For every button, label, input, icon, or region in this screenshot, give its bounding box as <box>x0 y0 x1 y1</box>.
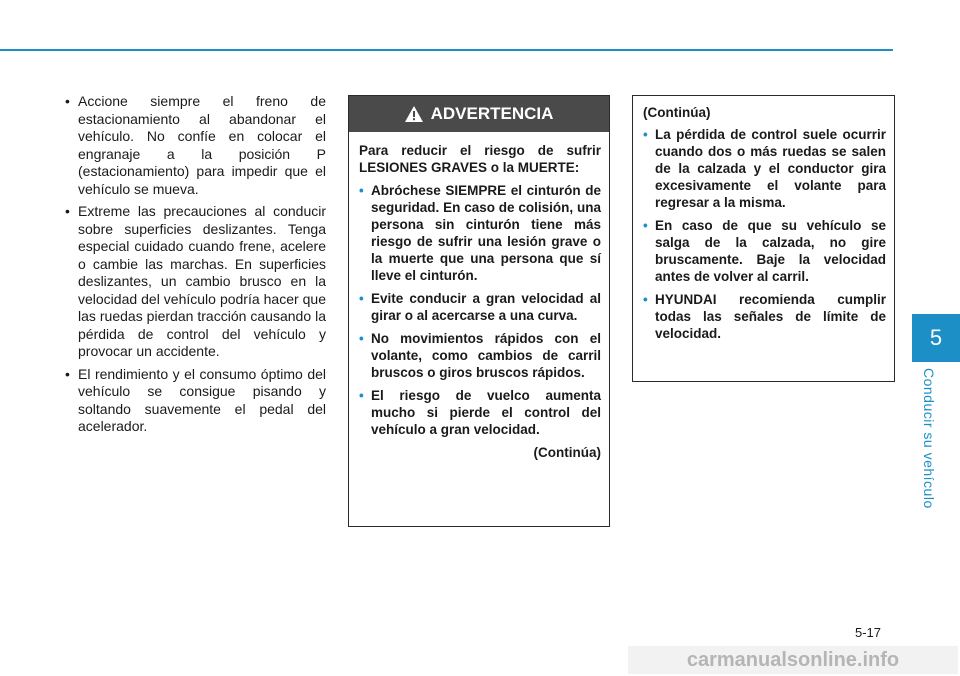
bullet-dot: • <box>65 365 70 382</box>
list-item <box>359 387 601 438</box>
list-item <box>643 291 886 342</box>
warning-triangle-icon <box>405 106 423 122</box>
list-item <box>62 203 326 361</box>
list-item <box>359 290 601 324</box>
left-column <box>62 93 326 441</box>
list-item <box>62 366 326 436</box>
bullet-text: Evite conducir a gran velocidad al girar o al acercarse a una curva. <box>371 291 601 323</box>
warning-intro: Para reducir el riesgo de sufrir LESIONES GRAVES o la MUERTE: <box>359 143 601 175</box>
continued-list <box>643 126 886 342</box>
watermark: carmanualsonline.info <box>628 646 958 674</box>
list-item <box>359 182 601 284</box>
bullet-text: Abróchese SIEMPRE el cinturón de seguridad. En caso de colisión, una persona sin cinturón tiene más riesgo de sufrir una lesión grave o la muerte que una persona que sí lleve el cinturón. <box>371 183 601 283</box>
page-number: 5-17 <box>855 625 882 640</box>
bullet-text: HYUNDAI recomienda cumplir todas las señales de límite de velocidad. <box>655 292 886 341</box>
bullet-list <box>62 93 326 436</box>
list-item <box>643 217 886 285</box>
warning-header <box>349 96 609 132</box>
bullet-dot: • <box>359 331 364 346</box>
continued-title: (Continúa) <box>643 105 711 120</box>
bullet-dot: • <box>65 93 70 109</box>
warning-title: ADVERTENCIA <box>430 104 554 123</box>
bullet-text: Accione siempre el freno de estacionamiento al abandonar el vehículo. No confíe en colocar el engranaje a la posición P (estacionamiento) para impedir que el vehículo se mueva. <box>78 93 326 197</box>
chapter-side-title: Conducir su vehículo <box>921 368 937 509</box>
bullet-text: La pérdida de control suele ocurrir cuando dos o más ruedas se salen de la calzada y el conductor gira excesivamente el volante para regresar a la misma. <box>655 127 886 210</box>
bullet-dot: • <box>643 218 648 233</box>
warning-list <box>359 182 601 438</box>
bullet-text: No movimientos rápidos con el volante, como cambios de carril bruscos o giros bruscos rápidos. <box>371 331 601 380</box>
warning-box <box>348 95 610 527</box>
bullet-dot: • <box>359 291 364 306</box>
bullet-text: Extreme las precauciones al conducir sobre superficies deslizantes. Tenga especial cuidado cuando frene, acelere o cambie las marchas. En superficies deslizantes, un cambio brusco en la velocidad del vehículo podría hacer que las ruedas pierdan tracción causando la pérdida de control del vehículo y provocar un accidente. <box>78 203 326 359</box>
bullet-text: El riesgo de vuelco aumenta mucho si pierde el control del vehículo a gran velocidad. <box>371 388 601 437</box>
list-item <box>643 126 886 211</box>
bullet-text: En caso de que su vehículo se salga de la calzada, no gire bruscamente. Baje la velocidad antes de volver al carril. <box>655 218 886 284</box>
chapter-number-tab: 5 <box>912 314 960 362</box>
list-item <box>359 330 601 381</box>
warning-body <box>349 132 609 469</box>
continue-label: (Continúa) <box>533 445 601 460</box>
bullet-dot: • <box>65 203 70 219</box>
bullet-text: El rendimiento y el consumo óptimo del vehículo se consigue pisando y soltando suavemente el pedal del acelerador. <box>78 365 326 434</box>
bullet-dot: • <box>643 292 648 307</box>
bullet-dot: • <box>359 183 364 198</box>
top-rule <box>0 49 893 51</box>
bullet-dot: • <box>359 388 364 403</box>
bullet-dot: • <box>643 127 648 142</box>
list-item <box>62 93 326 198</box>
continued-box <box>632 95 895 382</box>
